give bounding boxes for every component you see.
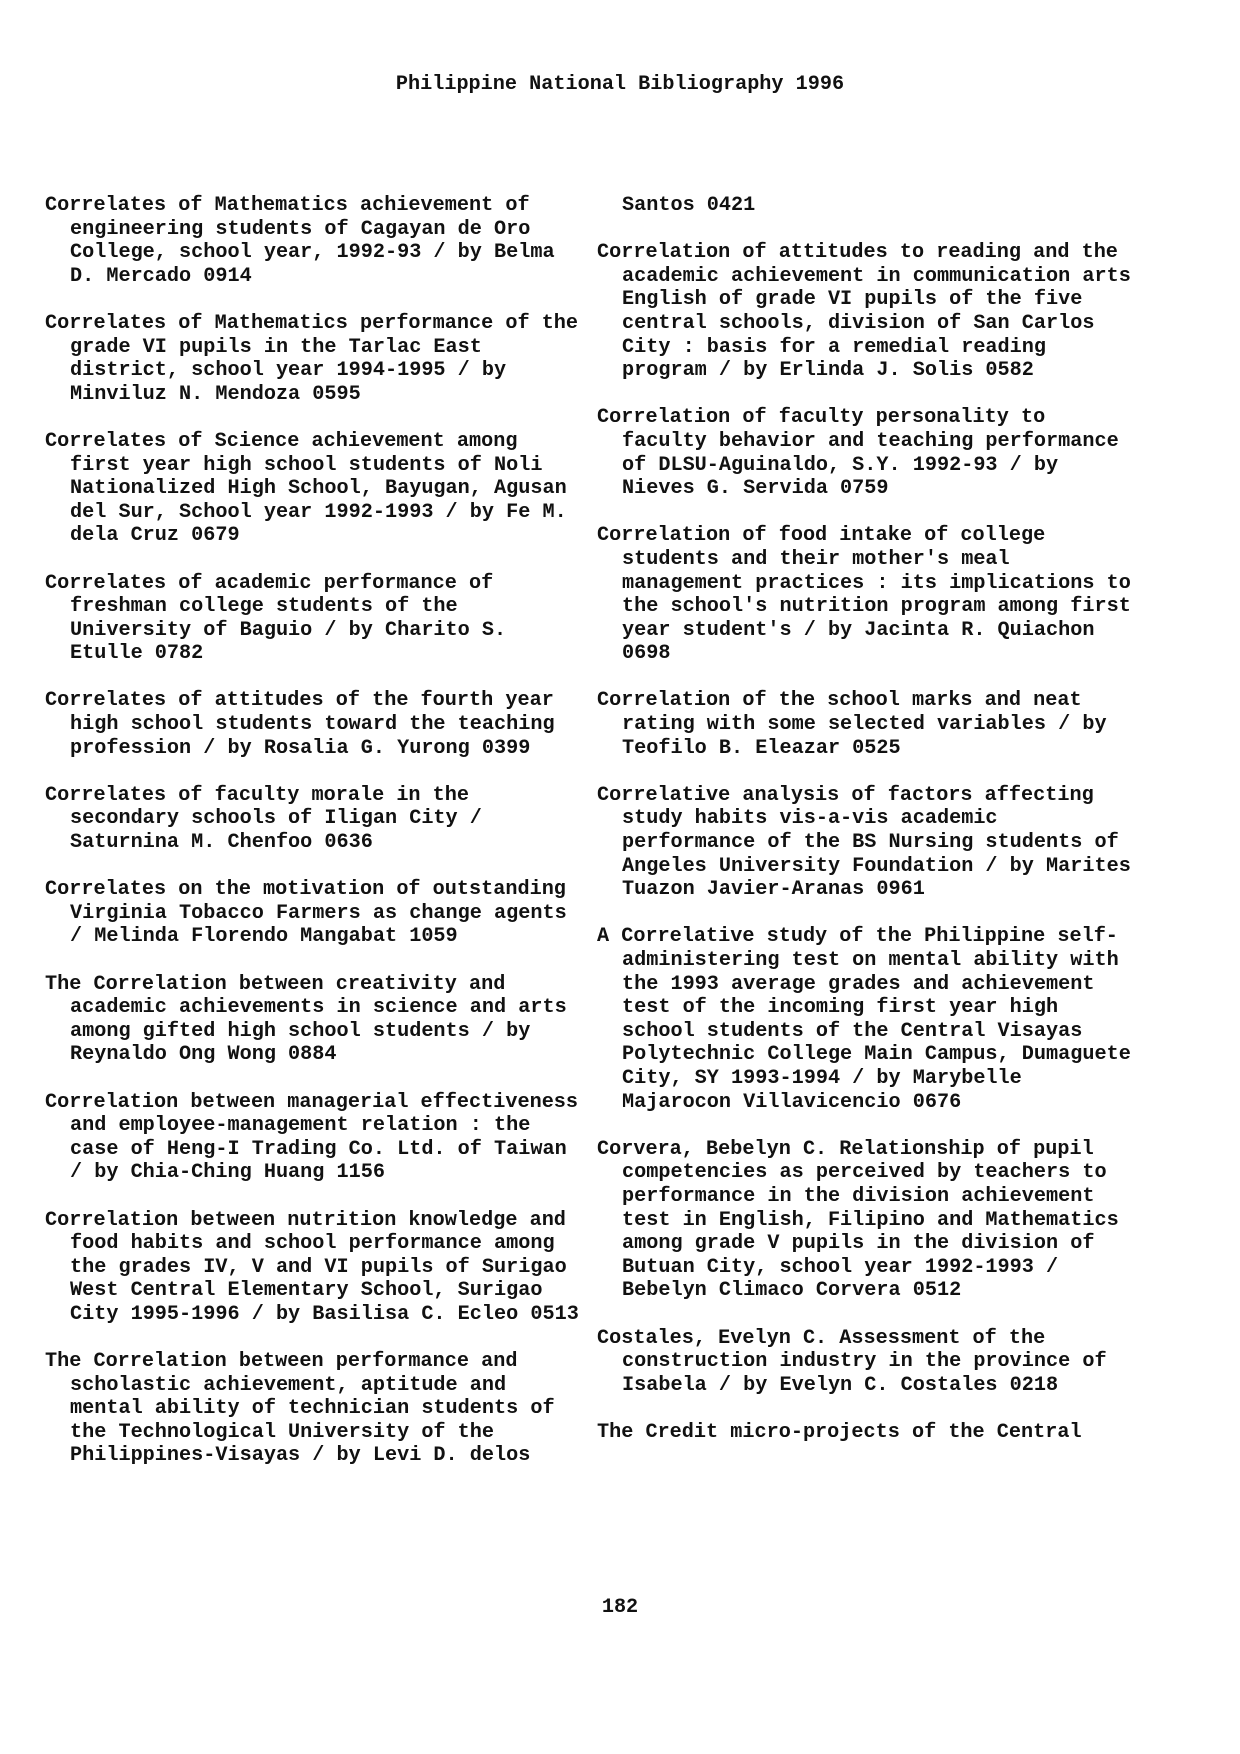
bibliography-entry: Correlates on the motivation of outstanding Virginia Tobacco Farmers as change agents / Melinda Florendo Mangabat 1059 bbox=[45, 878, 579, 949]
bibliography-entry: Costales, Evelyn C. Assessment of the construction industry in the province of Isabela / by Evelyn C. Costales 0218 bbox=[597, 1326, 1119, 1397]
bibliography-entry: Correlation of food intake of college students and their mother's meal management practices : its implications to the school's nutrition program among first year student's / by Jacinta R. Quiachon 0698 bbox=[597, 524, 1143, 666]
bibliography-entry: Correlates of faculty morale in the secondary schools of Iligan City / Saturnina M. Chenfoo 0636 bbox=[45, 783, 495, 855]
page-number: 182 bbox=[601, 1596, 639, 1619]
bibliography-entry: A Correlative study of the Philippine self-administering test on mental ability with the 1993 average grades and achievement test of the incoming first year high school students of the Central Visayas Polytechnic College Main Campus, Dumaguete City, SY 1993-1994 / by Marybelle Majarocon Villavicencio 0676 bbox=[597, 925, 1143, 1114]
bibliography-entry: Correlative analysis of factors affecting study habits vis-a-vis academic performance of the BS Nursing students of Angeles University Foundation / by Marites Tuazon Javier-Aranas 0961 bbox=[597, 783, 1143, 902]
bibliography-entry: The Correlation between creativity and academic achievements in science and arts among gifted high school students / by Reynaldo Ong Wong 0884 bbox=[45, 972, 579, 1067]
bibliography-entry: Correlation of attitudes to reading and the academic achievement in communication arts English of grade VI pupils of the five central schools, division of San Carlos City : basis for a remedial reading program / by Erlinda J. Solis 0582 bbox=[597, 241, 1143, 383]
bibliography-entry: The Credit micro-projects of the Central bbox=[597, 1420, 1082, 1444]
bibliography-entry: Correlates of Mathematics performance of the grade VI pupils in the Tarlac East district, school year 1994-1995 / by Minviluz N. Mendoza 0595 bbox=[45, 311, 591, 406]
page-header: Philippine National Bibliography 1996 bbox=[395, 73, 845, 96]
bibliography-entry: Correlation between nutrition knowledge and food habits and school performance among the grades IV, V and VI pupils of Surigao West Central Elementary School, Surigao City 1995-1996 / by Basilisa C. Ecleo 0513 bbox=[45, 1208, 579, 1326]
bibliography-entry: Correlation of faculty personality to faculty behavior and teaching performance of DLSU-Aguinaldo, S.Y. 1992-93 / by Nieves G. Servida 0759 bbox=[597, 406, 1131, 501]
bibliography-entry: Correlates of academic performance of freshman college students of the University of Baguio / by Charito S. Etulle 0782 bbox=[45, 571, 519, 666]
bibliography-entry: Correlation of the school marks and neat rating with some selected variables / by Teofilo B. Eleazar 0525 bbox=[597, 689, 1119, 760]
right-column bbox=[597, 194, 1143, 1468]
bibliography-entry: Correlates of Mathematics achievement of engineering students of Cagayan de Oro College, school year, 1992-93 / by Belma D. Mercado 0914 bbox=[45, 194, 567, 288]
left-column bbox=[45, 194, 591, 1492]
bibliography-entry: Correlates of attitudes of the fourth year high school students toward the teaching profession / by Rosalia G. Yurong 0399 bbox=[45, 689, 567, 760]
bibliography-entry: Correlation between managerial effectiveness and employee-management relation : the case of Heng-I Trading Co. Ltd. of Taiwan / by Chia-Ching Huang 1156 bbox=[45, 1090, 591, 1185]
bibliography-entry: Corvera, Bebelyn C. Relationship of pupil competencies as perceived by teachers to performance in the division achievement test in English, Filipino and Mathematics among grade V pupils in the division of Butuan City, school year 1992-1993 / Bebelyn Climaco Corvera 0512 bbox=[597, 1137, 1131, 1303]
bibliography-entry: The Correlation between performance and scholastic achievement, aptitude and mental ability of technician students of the Technological University of the Philippines-Visayas / by Levi D. delos bbox=[45, 1350, 567, 1468]
bibliography-entry: Correlates of Science achievement among first year high school students of Noli Nationalized High School, Bayugan, Agusan del Sur, School year 1992-1993 / by Fe M. dela Cruz 0679 bbox=[45, 429, 579, 548]
continued-entry: Santos 0421 bbox=[622, 194, 756, 217]
